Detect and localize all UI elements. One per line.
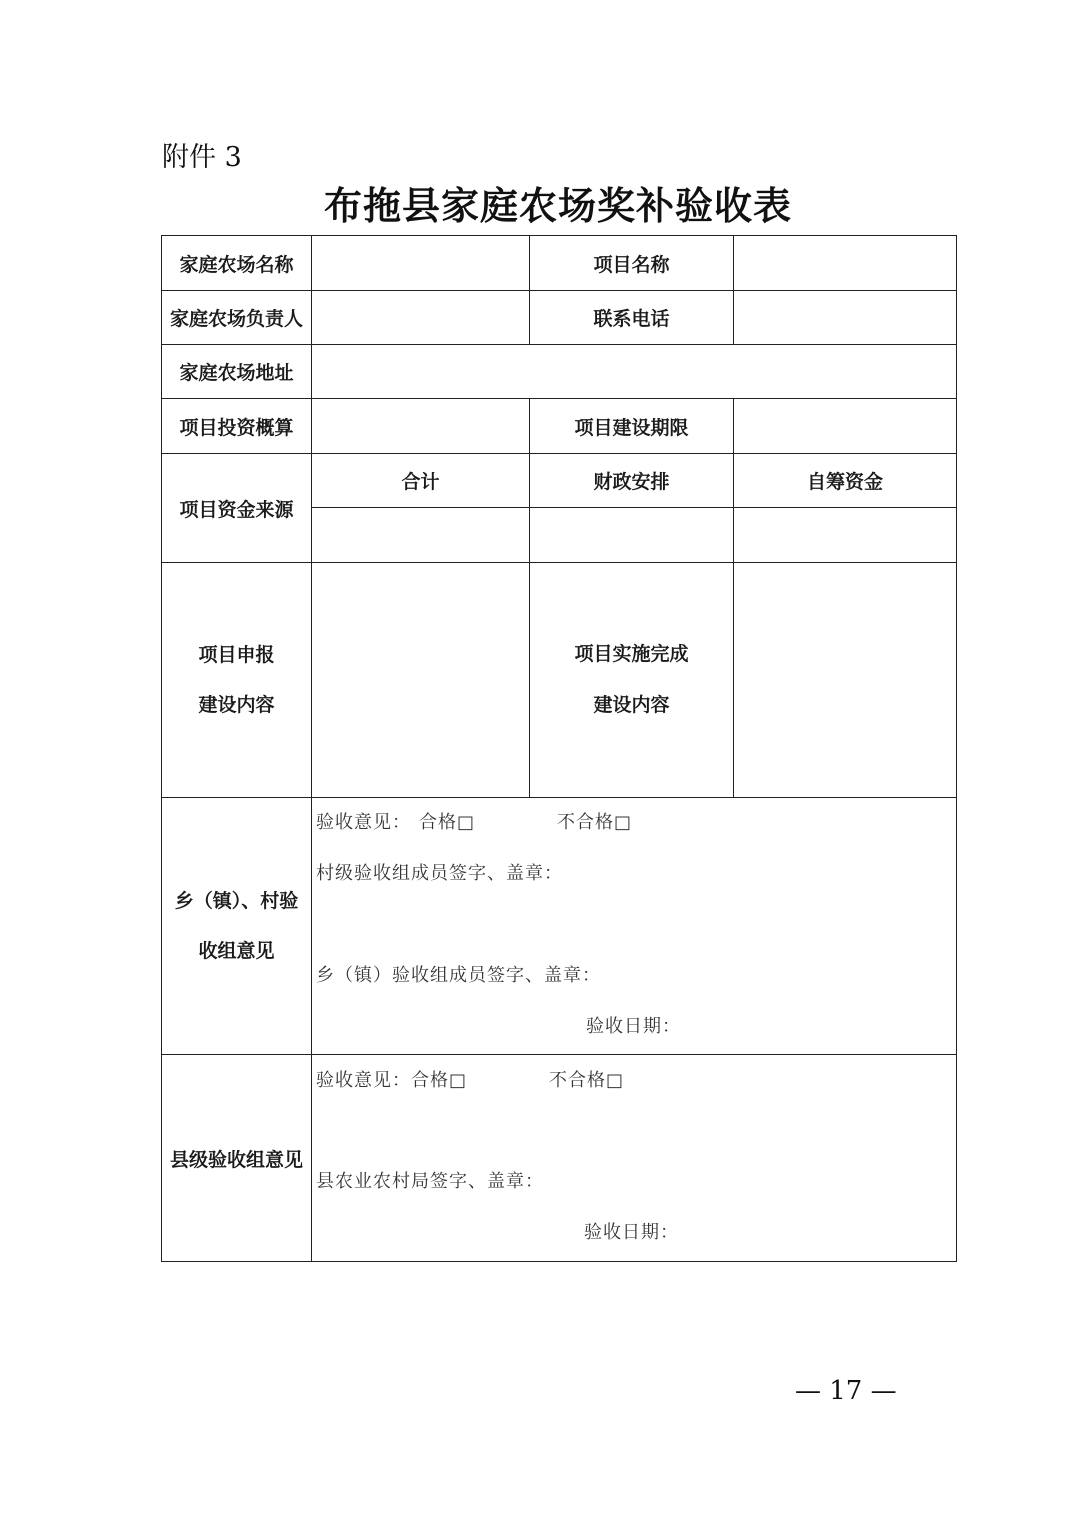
period-label: 项目建设期限 bbox=[530, 399, 734, 454]
completed-content-label bbox=[530, 563, 734, 798]
row-farm-name bbox=[162, 236, 957, 291]
town-pass-checkbox[interactable]: 合格□ bbox=[419, 812, 476, 833]
row-farm-address bbox=[162, 345, 957, 399]
project-name-field[interactable] bbox=[734, 236, 957, 291]
county-result-line bbox=[316, 1066, 624, 1092]
phone-field[interactable] bbox=[734, 291, 957, 345]
county-result-label: 验收意见： bbox=[316, 1070, 411, 1091]
town-date-line: 验收日期： bbox=[586, 1016, 681, 1037]
farm-name-field[interactable] bbox=[312, 236, 530, 291]
declared-content-field[interactable] bbox=[312, 563, 530, 798]
row-investment bbox=[162, 399, 957, 454]
finance-field[interactable] bbox=[530, 508, 734, 563]
town-result-label: 验收意见： bbox=[316, 812, 411, 833]
page-title: 布拖县家庭农场奖补验收表 bbox=[323, 183, 792, 228]
farm-name-label: 家庭农场名称 bbox=[162, 236, 312, 291]
row-fund-source-header bbox=[162, 454, 957, 508]
attachment-label: 附件 3 bbox=[162, 142, 242, 173]
row-county-opinion bbox=[162, 1055, 957, 1262]
county-opinion-area[interactable] bbox=[312, 1055, 957, 1262]
fund-source-label: 项目资金来源 bbox=[162, 454, 312, 563]
farm-owner-field[interactable] bbox=[312, 291, 530, 345]
total-field[interactable] bbox=[312, 508, 530, 563]
town-opinion-line1: 乡（镇）、村验 bbox=[174, 890, 299, 912]
page-number: — 17 — bbox=[795, 1376, 897, 1406]
completed-content-line2: 建设内容 bbox=[593, 694, 670, 716]
total-label: 合计 bbox=[312, 454, 530, 508]
declared-content-line1: 项目申报 bbox=[198, 644, 275, 666]
town-opinion-area[interactable] bbox=[312, 798, 957, 1055]
finance-label: 财政安排 bbox=[530, 454, 734, 508]
acceptance-form-table bbox=[161, 235, 957, 1262]
row-construction-content bbox=[162, 563, 957, 798]
project-name-label: 项目名称 bbox=[530, 236, 734, 291]
period-field[interactable] bbox=[734, 399, 957, 454]
town-result-line bbox=[316, 808, 632, 834]
self-fund-label: 自筹资金 bbox=[734, 454, 957, 508]
investment-field[interactable] bbox=[312, 399, 530, 454]
farm-address-label: 家庭农场地址 bbox=[162, 345, 312, 399]
county-opinion-label: 县级验收组意见 bbox=[162, 1055, 312, 1262]
county-date-line: 验收日期： bbox=[584, 1222, 679, 1243]
investment-label: 项目投资概算 bbox=[162, 399, 312, 454]
declared-content-label bbox=[162, 563, 312, 798]
phone-label: 联系电话 bbox=[530, 291, 734, 345]
farm-owner-label: 家庭农场负责人 bbox=[162, 291, 312, 345]
farm-address-field[interactable] bbox=[312, 345, 957, 399]
completed-content-line1: 项目实施完成 bbox=[574, 643, 689, 665]
town-sign-line: 乡（镇）验收组成员签字、盖章： bbox=[316, 965, 601, 986]
declared-content-line2: 建设内容 bbox=[198, 694, 275, 716]
village-sign-line: 村级验收组成员签字、盖章： bbox=[316, 863, 563, 884]
row-farm-owner bbox=[162, 291, 957, 345]
county-pass-checkbox[interactable]: 合格□ bbox=[411, 1070, 468, 1091]
self-fund-field[interactable] bbox=[734, 508, 957, 563]
town-fail-checkbox[interactable]: 不合格□ bbox=[557, 812, 633, 833]
bureau-sign-line: 县农业农村局签字、盖章： bbox=[316, 1171, 544, 1192]
town-opinion-line2: 收组意见 bbox=[198, 940, 275, 962]
town-opinion-label bbox=[162, 798, 312, 1055]
row-town-opinion bbox=[162, 798, 957, 1055]
county-fail-checkbox[interactable]: 不合格□ bbox=[549, 1070, 625, 1091]
completed-content-field[interactable] bbox=[734, 563, 957, 798]
